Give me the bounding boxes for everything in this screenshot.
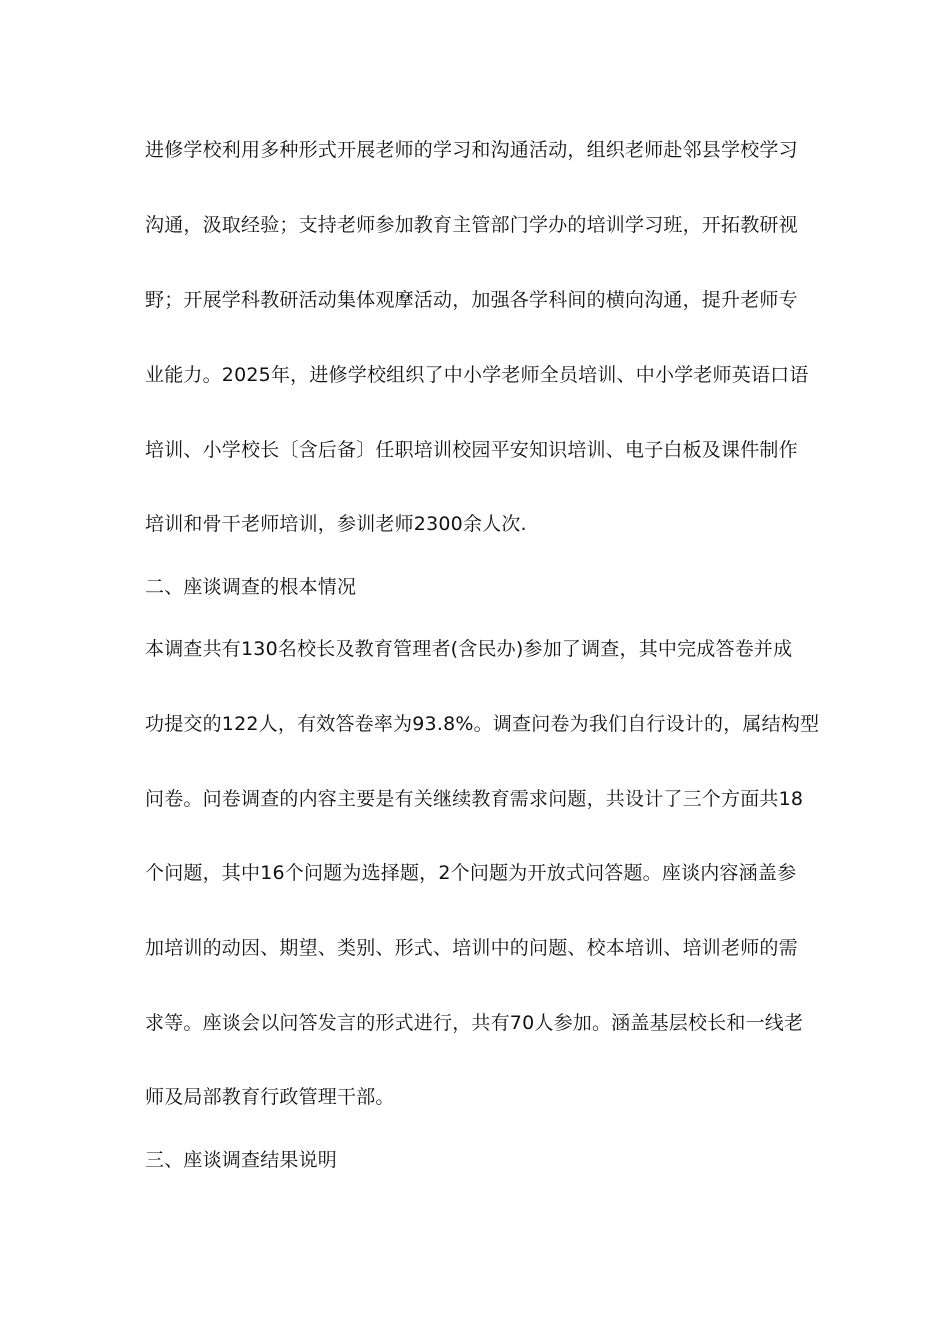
- paragraph-2-line-5: 加培训的动因、期望、类别、形式、培训中的问题、校本培训、培训老师的需: [145, 937, 798, 959]
- paragraph-1-line-3: 野；开展学科教研活动集体观摩活动，加强各学科间的横向沟通，提升老师专: [145, 289, 798, 311]
- paragraph-1-line-4: 业能力。2025年，进修学校组织了中小学老师全员培训、中小学老师英语口语: [145, 364, 809, 386]
- paragraph-1-line-6: 培训和骨干老师培训，参训老师2300余人次.: [145, 513, 527, 535]
- paragraph-1-line-2: 沟通，汲取经验；支持老师参加教育主管部门学办的培训学习班，开拓教研视: [145, 214, 798, 236]
- paragraph-2-line-2: 功提交的122人，有效答卷率为93.8%。调查问卷为我们自行设计的，属结构型: [145, 713, 820, 735]
- paragraph-1-line-5: 培训、小学校长〔含后备〕任职培训校园平安知识培训、电子白板及课件制作: [145, 439, 798, 461]
- section-heading-3: 三、座谈调查结果说明: [145, 1149, 338, 1171]
- paragraph-2-line-6: 求等。座谈会以问答发言的形式进行，共有70人参加。涵盖基层校长和一线老: [145, 1012, 804, 1034]
- paragraph-2-line-7: 师及局部教育行政管理干部。: [145, 1086, 395, 1108]
- paragraph-2-line-1: 本调查共有130名校长及教育管理者(含民办)参加了调查，其中完成答卷并成: [145, 638, 793, 660]
- section-heading-2: 二、座谈调查的根本情况: [145, 576, 357, 598]
- paragraph-1-line-1: 进修学校利用多种形式开展老师的学习和沟通活动，组织老师赴邻县学校学习: [145, 139, 798, 161]
- paragraph-2-line-4: 个问题，其中16个问题为选择题，2个问题为开放式问答题。座谈内容涵盖参: [145, 862, 797, 884]
- paragraph-2-line-3: 问卷。问卷调查的内容主要是有关继续教育需求问题，共设计了三个方面共18: [145, 788, 804, 810]
